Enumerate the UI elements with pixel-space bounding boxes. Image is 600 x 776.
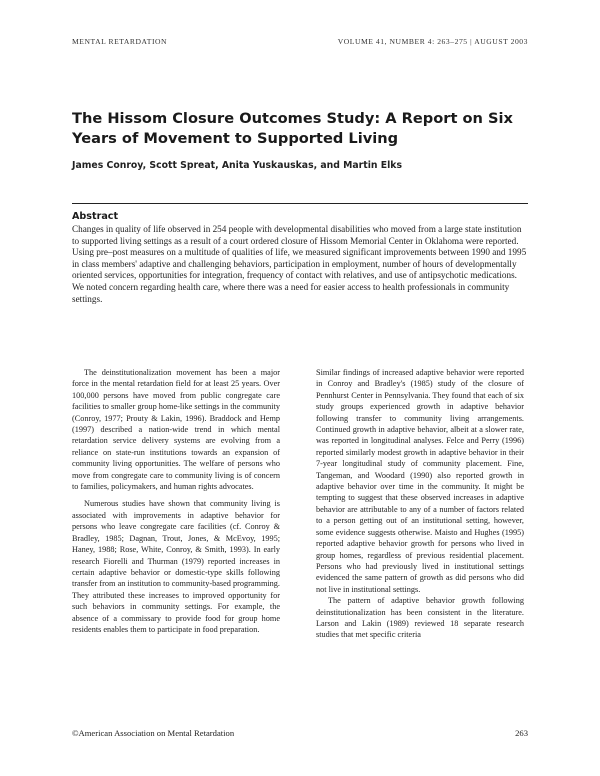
body-column-left [72, 367, 280, 635]
issue-info: VOLUME 41, NUMBER 4: 263–275 | AUGUST 2003 [337, 37, 528, 46]
journal-name: MENTAL RETARDATION [72, 37, 168, 46]
body-paragraph: Similar findings of increased adaptive behavior were reported in Conroy and Bradley's (1985) study of the closure of Pennhurst Center in Pennsylvania. They found that each of six study groups experienced growth in adaptive behavior following transfer to community living arrangements. Continued growth in adaptive behavior, albeit at a slower rate, was reported in longitudinal analyses. Felce and Perry (1996) reported similarly modest growth in adaptive behavior in their 7-year longitudinal study of community placement. Fine, Tangeman, and Woodard (1990) also reported growth in adaptive behavior over time in the community. It might be tempting to suggest that these observed increases in adaptive behavior are attributable to any of a number of factors related to a person getting out of an institutional setting, however, some evidence suggests otherwise. Maisto and Hughes (1995) reported adaptive behavior growth for persons who lived in group homes, regardless of previous residential placement. Persons who had previously lived in institutional settings evidenced the same pattern of growth as did persons who did not live in institutional settings. [316, 368, 524, 594]
abstract-heading: Abstract [72, 211, 119, 222]
author-list: James Conroy, Scott Spreat, Anita Yuskauskas, and Martin Elks [72, 160, 403, 171]
body-paragraph: The pattern of adaptive behavior growth following deinstitutionalization has been consistent in the literature. Larson and Lakin (1989) reviewed 18 separate research studies that met specific criteria [316, 596, 524, 640]
article-title: The Hissom Closure Outcomes Study: A Report on Six Years of Movement to Supported Living [72, 110, 513, 147]
abstract-divider [72, 203, 528, 204]
abstract-text: Changes in quality of life observed in 254 people with developmental disabilities who moved from a large state institution to supported living settings as a result of a court ordered closure of Hissom Memorial Center in Oklahoma were reported. Using pre–post measures on a multitude of qualities of life, we measured significant improvements between 1990 and 1995 in class members' adaptive and challenging behaviors, participation in employment, number of hours of developmentally oriented services, opportunities for integration, frequency of contact with relatives, and use of antipsychotic medications. We noted concern regarding health care, where there was a need for easier access to health professionals in community settings. [72, 224, 527, 304]
page-number: 263 [515, 728, 528, 738]
copyright-notice: ©American Association on Mental Retardation [72, 728, 235, 738]
body-paragraph: The deinstitutionalization movement has been a major force in the mental retardation field for at least 25 years. Over 100,000 persons have moved from public congregate care facilities to smaller group home-like settings in the community (Conroy, 1977; Prouty & Lakin, 1996). Braddock and Hemp (1997) described a nation-wide trend in which mental retardation service delivery systems are evolving from a reliance on state-run institutions towards an expansion of community living opportunities. The welfare of persons who move from congregate care to community living is of concern to families, policymakers, and human rights advocates. [72, 368, 280, 492]
body-paragraph: Numerous studies have shown that community living is associated with improvements in adaptive behavior for persons who leave congregate care facilities (cf. Conroy & Bradley, 1985; Dagnan, Trout, Jones, & McEvoy, 1995; Haney, 1988; Rose, White, Conroy, & Smith, 1993). In early research Fiorelli and Thurman (1979) reported increases in certain adaptive behavior or domestic-type skills following transfer from an institution to community-based programming. They attributed these increases to improved opportunity for such behaviors in community settings. For example, the absence of a commissary to provide food for group home residents enables them to participate in food preparation. [72, 499, 280, 634]
body-column-right [316, 367, 524, 641]
